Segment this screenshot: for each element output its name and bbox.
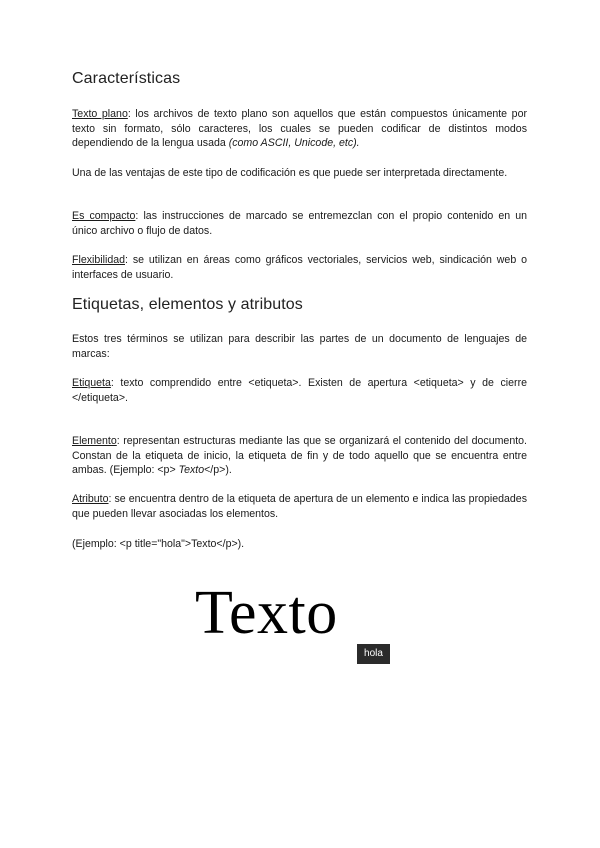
paragraph-etiqueta xyxy=(72,376,527,405)
term-etiqueta: Etiqueta xyxy=(72,377,111,389)
italic-encodings: (como ASCII, Unicode, etc). xyxy=(228,137,360,150)
text-etiqueta: : texto comprendido entre <etiqueta>. Existen de apertura <etiqueta> y de cierre </etiqueta>. xyxy=(72,377,527,404)
italic-texto: Texto xyxy=(178,464,205,477)
term-flexibilidad: Flexibilidad xyxy=(72,254,125,266)
text-texto-plano: : los archivos de texto plano son aquellos que están compuestos únicamente por texto sin formato, sólo caracteres, los cuales se pueden codificar de distintos modos dependiendo de la lengua usada xyxy=(72,108,527,150)
term-es-compacto: Es compacto xyxy=(72,210,136,222)
paragraph-flexibilidad xyxy=(72,253,527,282)
paragraph-texto-plano xyxy=(72,107,527,151)
term-texto-plano: Texto plano xyxy=(72,108,128,120)
text-elemento: : representan estructuras mediante las que se organizará el contenido del documento. Constan de la etiqueta de inicio, la etiqueta de fin y de todo aquello que se encuentra entre ambas. (Ejemplo: <p> xyxy=(72,435,527,477)
heading-etiquetas: Etiquetas, elementos y atributos xyxy=(72,296,303,313)
text-atributo: : se encuentra dentro de la etiqueta de apertura de un elemento e indica las propiedades que pueden llevar asociadas los elementos. xyxy=(72,493,527,520)
paragraph-es-compacto xyxy=(72,209,527,238)
term-atributo: Atributo xyxy=(72,493,109,505)
text-flexibilidad: : se utilizan en áreas como gráficos vectoriales, servicios web, sindicación web o interfaces de usuario. xyxy=(72,254,527,281)
paragraph-example: (Ejemplo: <p title="hola">Texto</p>). xyxy=(72,538,245,550)
tooltip-hola: hola xyxy=(357,644,390,664)
figure-big-text: Texto xyxy=(195,579,338,647)
heading-caracteristicas: Características xyxy=(72,70,181,87)
text-elemento-tail: </p>). xyxy=(204,464,232,477)
paragraph-atributo xyxy=(72,492,527,521)
paragraph-elemento xyxy=(72,434,527,478)
example-figure xyxy=(195,578,405,668)
paragraph-intro: Estos tres términos se utilizan para describir las partes de un documento de lenguajes de marcas: xyxy=(72,333,527,360)
paragraph-ventajas: Una de las ventajas de este tipo de codificación es que puede ser interpretada directamente. xyxy=(72,167,508,179)
text-es-compacto: : las instrucciones de marcado se entremezclan con el propio contenido en un único archivo o flujo de datos. xyxy=(72,210,527,237)
term-elemento: Elemento xyxy=(72,435,117,447)
